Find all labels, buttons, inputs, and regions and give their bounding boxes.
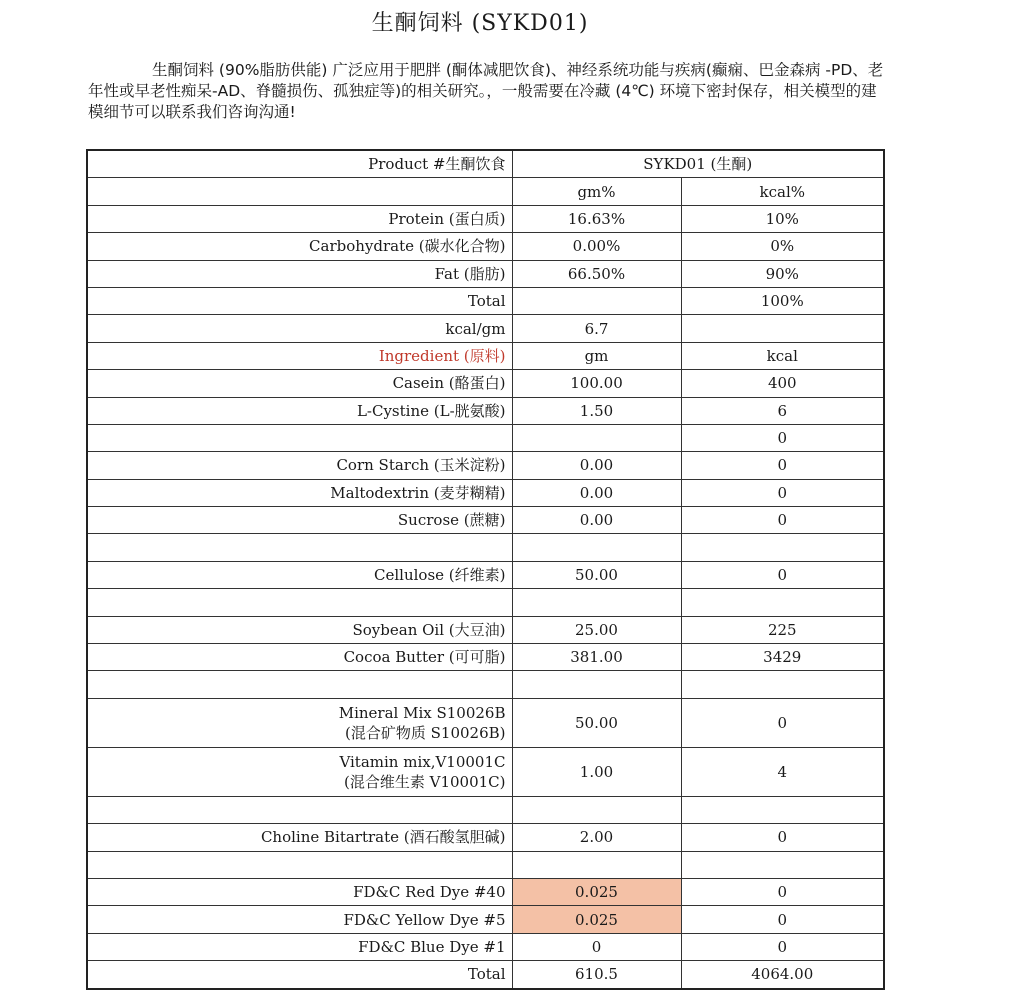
ingredient-kcal: 400	[681, 370, 884, 397]
ingredient-row	[87, 878, 884, 905]
macro-label: kcal/gm	[87, 315, 512, 342]
ingredient-kcal: 0	[681, 824, 884, 851]
ingredient-row	[87, 507, 884, 534]
ingredient-header-kcal: kcal	[681, 342, 884, 369]
ingredient-kcal: 3429	[681, 644, 884, 671]
macro-label: Fat (脂肪)	[87, 260, 512, 287]
nutrition-table-body	[87, 150, 884, 989]
ingredient-row	[87, 644, 884, 671]
macro-row	[87, 287, 884, 314]
ingredient-kcal: 0	[681, 878, 884, 905]
ingredient-kcal: 0	[681, 906, 884, 933]
ingredient-label	[87, 698, 512, 747]
ingredient-header-label: Ingredient (原料)	[87, 342, 512, 369]
ingredient-kcal: 0	[681, 452, 884, 479]
ingredient-kcal	[681, 796, 884, 823]
ingredient-gm	[512, 424, 681, 451]
ingredient-kcal: 0	[681, 424, 884, 451]
ingredient-row	[87, 452, 884, 479]
ingredient-row	[87, 824, 884, 851]
macro-row	[87, 315, 884, 342]
ingredient-kcal: 4	[681, 747, 884, 796]
ingredient-gm: 2.00	[512, 824, 681, 851]
ingredient-label: FD&C Red Dye #40	[87, 878, 512, 905]
ingredient-label	[87, 671, 512, 698]
ingredient-gm: 50.00	[512, 561, 681, 588]
ingredient-gm: 0.025	[512, 878, 681, 905]
unit-kcal-percent: kcal%	[681, 178, 884, 205]
ingredient-gm: 50.00	[512, 698, 681, 747]
product-label: Product #生酮饮食	[87, 150, 512, 178]
macro-kcal-value	[681, 315, 884, 342]
ingredient-gm	[512, 671, 681, 698]
ingredient-row	[87, 933, 884, 960]
macro-label: Protein (蛋白质)	[87, 205, 512, 232]
table-header-row	[87, 150, 884, 178]
macro-kcal-value: 90%	[681, 260, 884, 287]
ingredient-gm: 0	[512, 933, 681, 960]
nutrition-table	[86, 149, 885, 990]
ingredient-row	[87, 616, 884, 643]
ingredient-kcal: 0	[681, 561, 884, 588]
ingredient-label: Sucrose (蔗糖)	[87, 507, 512, 534]
intro-paragraph: 生酮饲料 (90%脂肪供能) 广泛应用于肥胖 (酮体减肥饮食)、神经系统功能与疾病(癫痫、巴金森病 -PD、老年性或早老性痴呆-AD、脊髓损伤、孤独症等)的相关研究。，一般需要在冷藏 (4℃) 环境下密封保存，相关模型的建模细节可以联系我们咨询沟通!	[88, 61, 884, 121]
ingredient-gm: 381.00	[512, 644, 681, 671]
ingredient-row	[87, 589, 884, 616]
ingredient-header-gm: gm	[512, 342, 681, 369]
macro-kcal-value: 100%	[681, 287, 884, 314]
ingredient-gm	[512, 534, 681, 561]
ingredient-row	[87, 747, 884, 796]
ingredient-row	[87, 906, 884, 933]
ingredient-kcal: 0	[681, 698, 884, 747]
ingredient-kcal: 0	[681, 933, 884, 960]
ingredient-kcal: 6	[681, 397, 884, 424]
ingredient-row	[87, 851, 884, 878]
macro-row	[87, 233, 884, 260]
ingredient-label: Cellulose (纤维素)	[87, 561, 512, 588]
ingredient-gm: 0.025	[512, 906, 681, 933]
total-kcal: 4064.00	[681, 961, 884, 989]
ingredient-gm: 100.00	[512, 370, 681, 397]
ingredient-gm: 0.00	[512, 479, 681, 506]
macro-gm-value: 6.7	[512, 315, 681, 342]
ingredient-kcal: 0	[681, 479, 884, 506]
ingredient-kcal: 225	[681, 616, 884, 643]
ingredient-label-en: Vitamin mix,V10001C	[339, 752, 506, 771]
ingredient-gm: 0.00	[512, 507, 681, 534]
ingredient-label: L-Cystine (L-胱氨酸)	[87, 397, 512, 424]
ingredient-row	[87, 370, 884, 397]
macro-row	[87, 260, 884, 287]
macro-kcal-value: 0%	[681, 233, 884, 260]
ingredient-label: Soybean Oil (大豆油)	[87, 616, 512, 643]
ingredient-label	[87, 851, 512, 878]
macro-gm-value	[512, 287, 681, 314]
macro-kcal-value: 10%	[681, 205, 884, 232]
unit-gm-percent: gm%	[512, 178, 681, 205]
ingredient-row	[87, 424, 884, 451]
unit-row-label	[87, 178, 512, 205]
ingredient-header-row	[87, 342, 884, 369]
total-label: Total	[87, 961, 512, 989]
total-gm: 610.5	[512, 961, 681, 989]
macro-label: Carbohydrate (碳水化合物)	[87, 233, 512, 260]
total-row	[87, 961, 884, 989]
ingredient-gm	[512, 589, 681, 616]
macro-label: Total	[87, 287, 512, 314]
ingredient-label	[87, 534, 512, 561]
ingredient-label: Cocoa Butter (可可脂)	[87, 644, 512, 671]
ingredient-label: FD&C Yellow Dye #5	[87, 906, 512, 933]
ingredient-kcal: 0	[681, 507, 884, 534]
ingredient-kcal	[681, 589, 884, 616]
ingredient-label	[87, 747, 512, 796]
ingredient-label	[87, 589, 512, 616]
ingredient-kcal	[681, 671, 884, 698]
ingredient-label-cn: (混合维生素 V10001C)	[344, 772, 506, 791]
ingredient-row	[87, 561, 884, 588]
ingredient-row	[87, 479, 884, 506]
ingredient-label: Corn Starch (玉米淀粉)	[87, 452, 512, 479]
macro-gm-value: 66.50%	[512, 260, 681, 287]
ingredient-row	[87, 698, 884, 747]
ingredient-kcal	[681, 851, 884, 878]
macro-gm-value: 0.00%	[512, 233, 681, 260]
ingredient-row	[87, 397, 884, 424]
ingredient-kcal	[681, 534, 884, 561]
ingredient-gm	[512, 851, 681, 878]
ingredient-gm: 0.00	[512, 452, 681, 479]
ingredient-label: FD&C Blue Dye #1	[87, 933, 512, 960]
ingredient-label: Casein (酪蛋白)	[87, 370, 512, 397]
product-name: SYKD01 (生酮)	[512, 150, 884, 178]
ingredient-label: Maltodextrin (麦芽糊精)	[87, 479, 512, 506]
ingredient-gm: 1.00	[512, 747, 681, 796]
ingredient-gm: 1.50	[512, 397, 681, 424]
ingredient-label-en: Mineral Mix S10026B	[338, 703, 506, 722]
ingredient-row	[87, 796, 884, 823]
ingredient-label-cn: (混合矿物质 S10026B)	[345, 723, 506, 742]
ingredient-row	[87, 671, 884, 698]
macro-gm-value: 16.63%	[512, 205, 681, 232]
ingredient-gm	[512, 796, 681, 823]
macro-row	[87, 205, 884, 232]
ingredient-label: Choline Bitartrate (酒石酸氢胆碱)	[87, 824, 512, 851]
ingredient-gm: 25.00	[512, 616, 681, 643]
ingredient-row	[87, 534, 884, 561]
document-title: 生酮饲料 (SYKD01)	[371, 11, 589, 36]
unit-row	[87, 178, 884, 205]
ingredient-label	[87, 796, 512, 823]
ingredient-label	[87, 424, 512, 451]
